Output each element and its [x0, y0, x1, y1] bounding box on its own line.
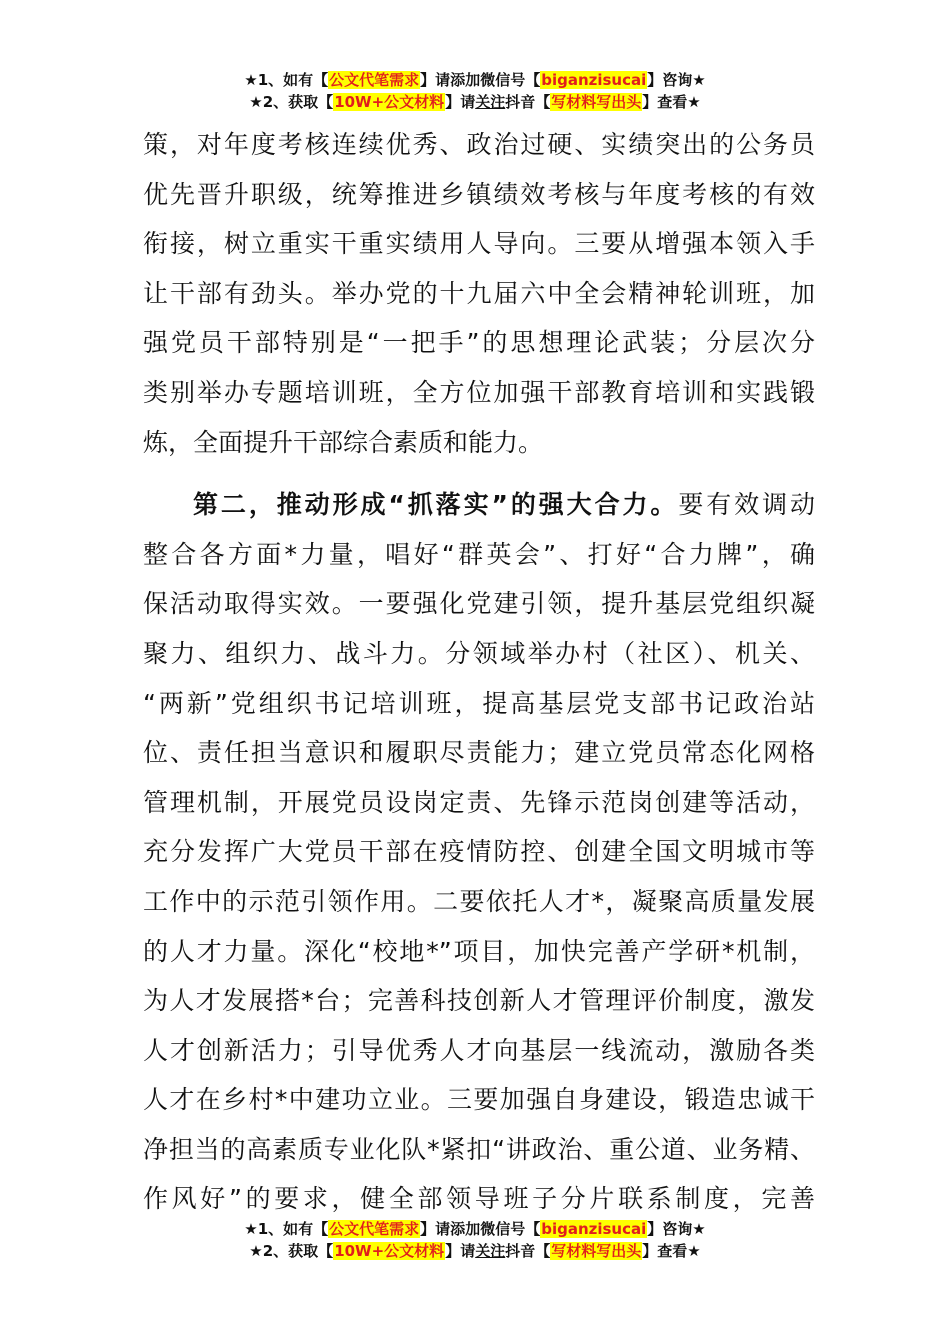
banner-line-2: [0, 1240, 950, 1262]
document-body: [143, 120, 815, 1224]
banner-text: 加: [465, 71, 481, 89]
paragraph-line: 位、责任担当意识和履职尽责能力；建立党员常态化网格: [143, 738, 815, 768]
paragraph-text: 要有效调动: [678, 490, 815, 520]
banner-text: 抖音【: [505, 1242, 551, 1260]
banner-text: 加: [465, 1220, 481, 1238]
banner-line-2: [0, 91, 950, 113]
banner-highlight-douyin: 写材料写出头: [551, 93, 642, 111]
paragraph-line: 聚力、组织力、战斗力。分领域举办村（社区）、机关、: [143, 638, 815, 668]
paragraph-line: 充分发挥广大党员干部在疫情防控、创建全国文明城市等: [143, 837, 815, 867]
paragraph-line: 整合各方面*力量，唱好“群英会”、打好“合力牌”，确: [143, 539, 815, 569]
banner-text: 关注: [475, 93, 506, 111]
banner-line-1: [0, 69, 950, 91]
banner-text: 】咨询★: [647, 71, 706, 89]
banner-text: 】请添: [420, 71, 466, 89]
banner-text: 】请: [445, 1242, 476, 1260]
banner-highlight: 10W+公文材料: [334, 93, 445, 111]
banner-highlight: 10W+公文材料: [334, 1242, 445, 1260]
paragraph-line: 强党员干部特别是“一把手”的思想理论武装；分层次分: [143, 328, 815, 358]
banner-text: ★1、如有【: [244, 71, 329, 89]
banner-text: 微信号【: [480, 71, 541, 89]
paragraph-line: 人才创新活力；引导优秀人才向基层一线流动，激励各类: [143, 1035, 815, 1065]
paragraph-line: 为人才发展搭*台；完善科技创新人才管理评价制度，激发: [143, 986, 815, 1016]
paragraph-line: 策，对年度考核连续优秀、政治过硬、实绩突出的公务员: [143, 130, 815, 159]
banner-text: 】查看★: [642, 93, 701, 111]
header-banner: [0, 69, 950, 113]
banner-highlight-wechat-id: biganzisucai: [541, 71, 647, 89]
paragraph-line: 衔接，树立重实干重实绩用人导向。三要从增强本领入手: [143, 229, 815, 259]
paragraph-line: 人才在乡村*中建功立业。三要加强自身建设，锻造忠诚干: [143, 1085, 815, 1115]
banner-text: 抖音【: [505, 93, 551, 111]
paragraph-line: 保活动取得实效。一要强化党建引领，提升基层党组织凝: [143, 589, 815, 619]
paragraph-line: 的人才力量。深化“校地*”项目，加快完善产学研*机制，: [143, 936, 815, 966]
banner-text: 】请: [445, 93, 476, 111]
banner-highlight: 公文代笔需求: [329, 1220, 420, 1238]
banner-text: ★1、如有【: [244, 1220, 329, 1238]
banner-text: ★2、获取【: [249, 1242, 334, 1260]
banner-text: 】请添: [420, 1220, 466, 1238]
paragraph-line: 净担当的高素质专业化队*紧扣“讲政治、重公道、业务精、: [143, 1134, 815, 1164]
banner-text: 】咨询★: [647, 1220, 706, 1238]
paragraph-line: 让干部有劲头。举办党的十九届六中全会精神轮训班，加: [143, 278, 815, 308]
banner-line-1: [0, 1218, 950, 1240]
paragraph-line: 优先晋升职级，统筹推进乡镇绩效考核与年度考核的有效: [143, 179, 815, 209]
banner-highlight: 公文代笔需求: [329, 71, 420, 89]
banner-highlight-douyin: 写材料写出头: [551, 1242, 642, 1260]
footer-banner: [0, 1218, 950, 1262]
banner-text: ★2、获取【: [249, 93, 334, 111]
paragraph-line: 管理机制，开展党员设岗定责、先锋示范岗创建等活动，: [143, 787, 815, 817]
paragraph-line: 炼，全面提升干部综合素质和能力。: [143, 427, 544, 457]
banner-text: 关注: [475, 1242, 506, 1260]
paragraph-line: 工作中的示范引领作用。二要依托人才*，凝聚高质量发展: [143, 886, 815, 916]
banner-highlight-wechat-id: biganzisucai: [541, 1220, 647, 1238]
paragraph-2-first-line: [143, 480, 815, 530]
paragraph-line: 作风好”的要求，健全部领导班子分片联系制度，完善: [143, 1184, 815, 1214]
paragraph-line: “两新”党组织书记培训班，提高基层党支部书记政治站: [143, 688, 815, 718]
section-heading: 第二，推动形成“抓落实”的强大合力。: [193, 490, 679, 520]
banner-text: 】查看★: [642, 1242, 701, 1260]
paragraph-line: 类别举办专题培训班，全方位加强干部教育培训和实践锻: [143, 377, 815, 407]
banner-text: 微信号【: [480, 1220, 541, 1238]
